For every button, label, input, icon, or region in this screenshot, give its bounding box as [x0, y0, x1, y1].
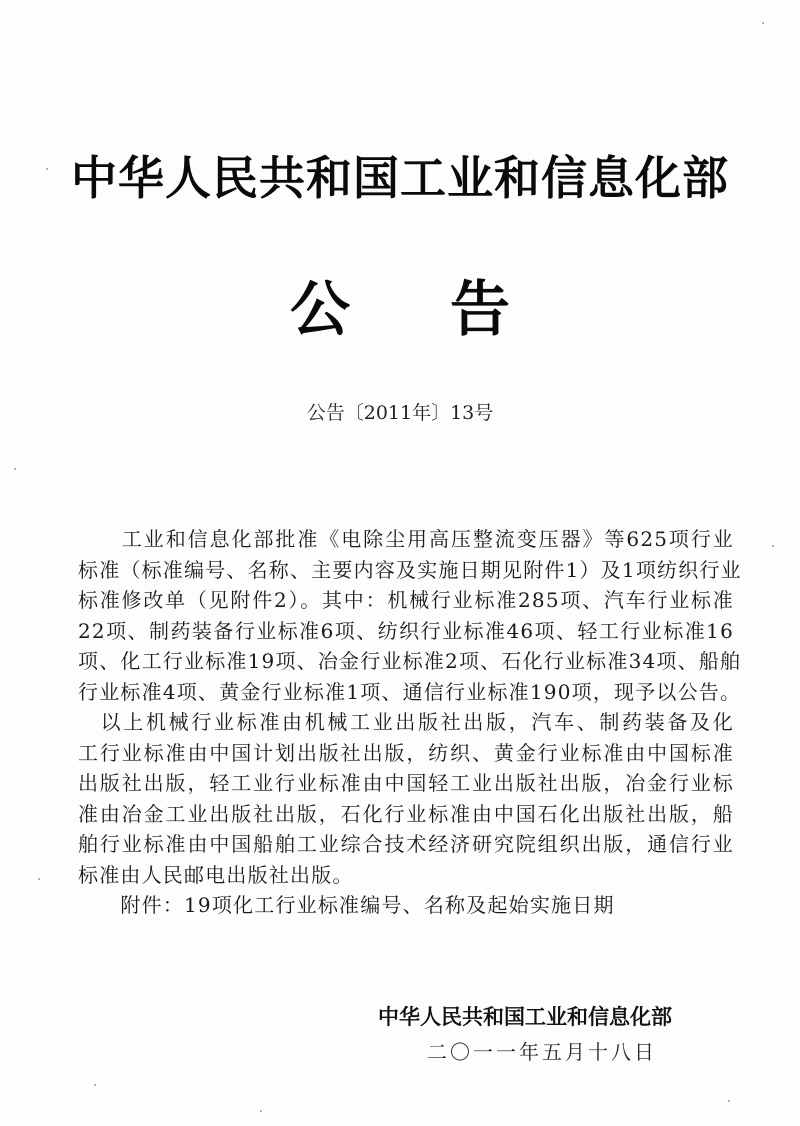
scan-speck: [46, 168, 48, 170]
scan-speck: [38, 878, 40, 880]
body-line: 以上机械行业标准由机械工业出版社出版，汽车、制药装备及化: [78, 710, 734, 734]
body-line: 标准修改单（见附件2）。其中：机械行业标准285项、汽车行业标准: [78, 588, 734, 612]
document-type-heading: 公告: [290, 275, 610, 345]
issuer-title: 中华人民共和国工业和信息化部: [71, 151, 729, 205]
attachment-line: 附件：19项化工行业标准编号、名称及起始实施日期: [78, 893, 615, 917]
issue-date: 二〇一一年五月十八日: [427, 1040, 657, 1064]
body-line: 项、化工行业标准19项、冶金行业标准2项、石化行业标准34项、船舶: [78, 649, 742, 673]
body-line: 出版社出版，轻工业行业标准由中国轻工业出版社出版，冶金行业标: [78, 771, 734, 795]
scan-speck: [260, 1110, 262, 1112]
scan-speck: [728, 1100, 730, 1102]
body-line: 舶行业标准由中国船舶工业综合技术经济研究院组织出版，通信行业: [78, 832, 734, 856]
scan-speck: [772, 545, 774, 547]
announcement-body: [78, 524, 742, 921]
document-number: 公告〔2011年〕13号: [306, 402, 494, 424]
scan-speck: [762, 22, 764, 24]
scan-speck: [94, 1084, 96, 1086]
body-line: 行业标准4项、黄金行业标准1项、通信行业标准190项，现予以公告。: [78, 679, 742, 704]
body-line: 22项、制药装备行业标准6项、纺织行业标准46项、轻工行业标准16: [78, 618, 734, 643]
body-line: 标准由人民邮电出版社出版。: [78, 862, 354, 887]
body-line: 工行业标准由中国计划出版社出版，纺织、黄金行业标准由中国标准: [78, 740, 734, 765]
body-line: 标准（标准编号、名称、主要内容及实施日期见附件1）及1项纺织行业: [78, 557, 742, 582]
scan-speck: [14, 468, 16, 470]
body-line: 准由冶金工业出版社出版，石化行业标准由中国石化出版社出版，船: [78, 801, 734, 826]
issuer-signature: 中华人民共和国工业和信息化部: [378, 1005, 672, 1029]
body-line: 工业和信息化部批准《电除尘用高压整流变压器》等625项行业: [78, 527, 734, 551]
